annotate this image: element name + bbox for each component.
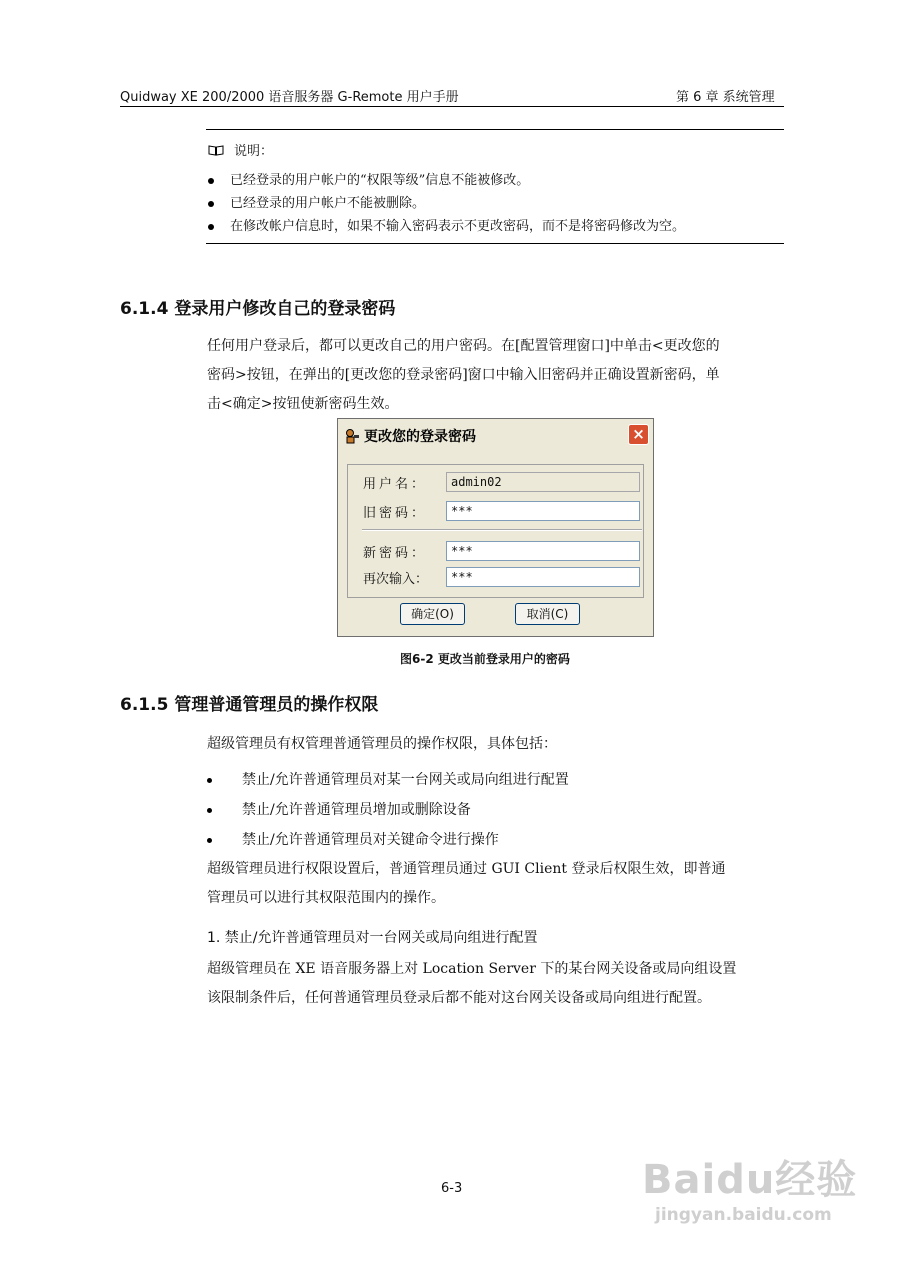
note-title — [208, 140, 273, 159]
section-6-1-4-paragraph: 任何用户登录后，都可以更改自己的用户密码。在[配置管理窗口]中单击<更改您的 密码>按钮，在弹出的[更改您的登录密码]窗口中输入旧密码并正确设置新密码，单 击<确定>按钮使新密码生效。 — [207, 338, 720, 412]
repeat-password-label: 再次输入： — [363, 572, 429, 587]
new-password-label: 新密码： — [363, 546, 428, 561]
key-user-icon — [344, 428, 360, 444]
bullet-icon — [207, 778, 212, 783]
change-password-dialog — [337, 418, 654, 637]
list-item: 禁止/允许普通管理员增加或删除设备 — [207, 799, 471, 819]
sub-paragraph: 超级管理员在 XE 语音服务器上对 Location Server 下的某台网关设备或局向组设置 该限制条件后，任何普通管理员登录后都不能对这台网关设备或局向组进行配置。 — [207, 961, 737, 1006]
watermark-url: jingyan.baidu.com — [655, 1205, 832, 1225]
bullet-icon — [207, 808, 212, 813]
dialog-form-panel — [347, 464, 644, 598]
note-item: 已经登录的用户帐户不能被删除。 — [208, 192, 425, 211]
old-password-label: 旧密码： — [363, 506, 428, 521]
bullet-icon — [207, 838, 212, 843]
note-title-text: 说明： — [234, 144, 274, 159]
note-top-rule — [206, 129, 784, 130]
section-6-1-5-intro: 超级管理员有权管理普通管理员的操作权限，具体包括： — [207, 736, 557, 752]
running-header-title: Quidway XE 200/2000 语音服务器 G-Remote 用户手册 — [120, 90, 459, 105]
section-6-1-5-after: 超级管理员进行权限设置后，普通管理员通过 GUI Client 登录后权限生效，即普通 管理员可以进行其权限范围内的操作。 — [207, 861, 726, 906]
list-item: 禁止/允许普通管理员对某一台网关或局向组进行配置 — [207, 769, 569, 789]
list-item: 禁止/允许普通管理员对关键命令进行操作 — [207, 829, 499, 849]
figure-caption: 图6-2 更改当前登录用户的密码 — [400, 652, 570, 666]
old-password-field[interactable]: *** — [446, 501, 640, 521]
header-rule — [120, 106, 784, 107]
username-field: admin02 — [446, 472, 640, 492]
dialog-title-bar — [338, 419, 653, 452]
section-heading-6-1-5: 6.1.5 管理普通管理员的操作权限 — [120, 695, 379, 715]
note-bottom-rule — [206, 243, 784, 244]
running-header-chapter: 第 6 章 系统管理 — [676, 90, 775, 105]
note-item: 在修改帐户信息时，如果不输入密码表示不更改密码，而不是将密码修改为空。 — [208, 215, 685, 234]
repeat-password-field[interactable]: *** — [446, 567, 640, 587]
sub-heading: 1. 禁止/允许普通管理员对一台网关或局向组进行配置 — [207, 930, 538, 946]
watermark-brand: Baidu经验 — [642, 1157, 858, 1203]
new-password-field[interactable]: *** — [446, 541, 640, 561]
separator — [362, 529, 642, 531]
cancel-button[interactable]: 取消(C) — [515, 603, 580, 625]
baidu-watermark — [642, 1148, 857, 1205]
close-button[interactable]: × — [628, 424, 649, 445]
section-heading-6-1-4: 6.1.4 登录用户修改自己的登录密码 — [120, 299, 396, 319]
username-label: 用户名： — [363, 477, 428, 492]
page-number: 6-3 — [441, 1181, 463, 1196]
bullet-icon — [208, 178, 214, 184]
ok-button[interactable]: 确定(O) — [400, 603, 465, 625]
bullet-icon — [208, 224, 214, 230]
note-item: 已经登录的用户帐户的“权限等级”信息不能被修改。 — [208, 169, 529, 188]
bullet-icon — [208, 201, 214, 207]
book-icon — [208, 144, 224, 156]
dialog-title: 更改您的登录密码 — [364, 428, 476, 445]
